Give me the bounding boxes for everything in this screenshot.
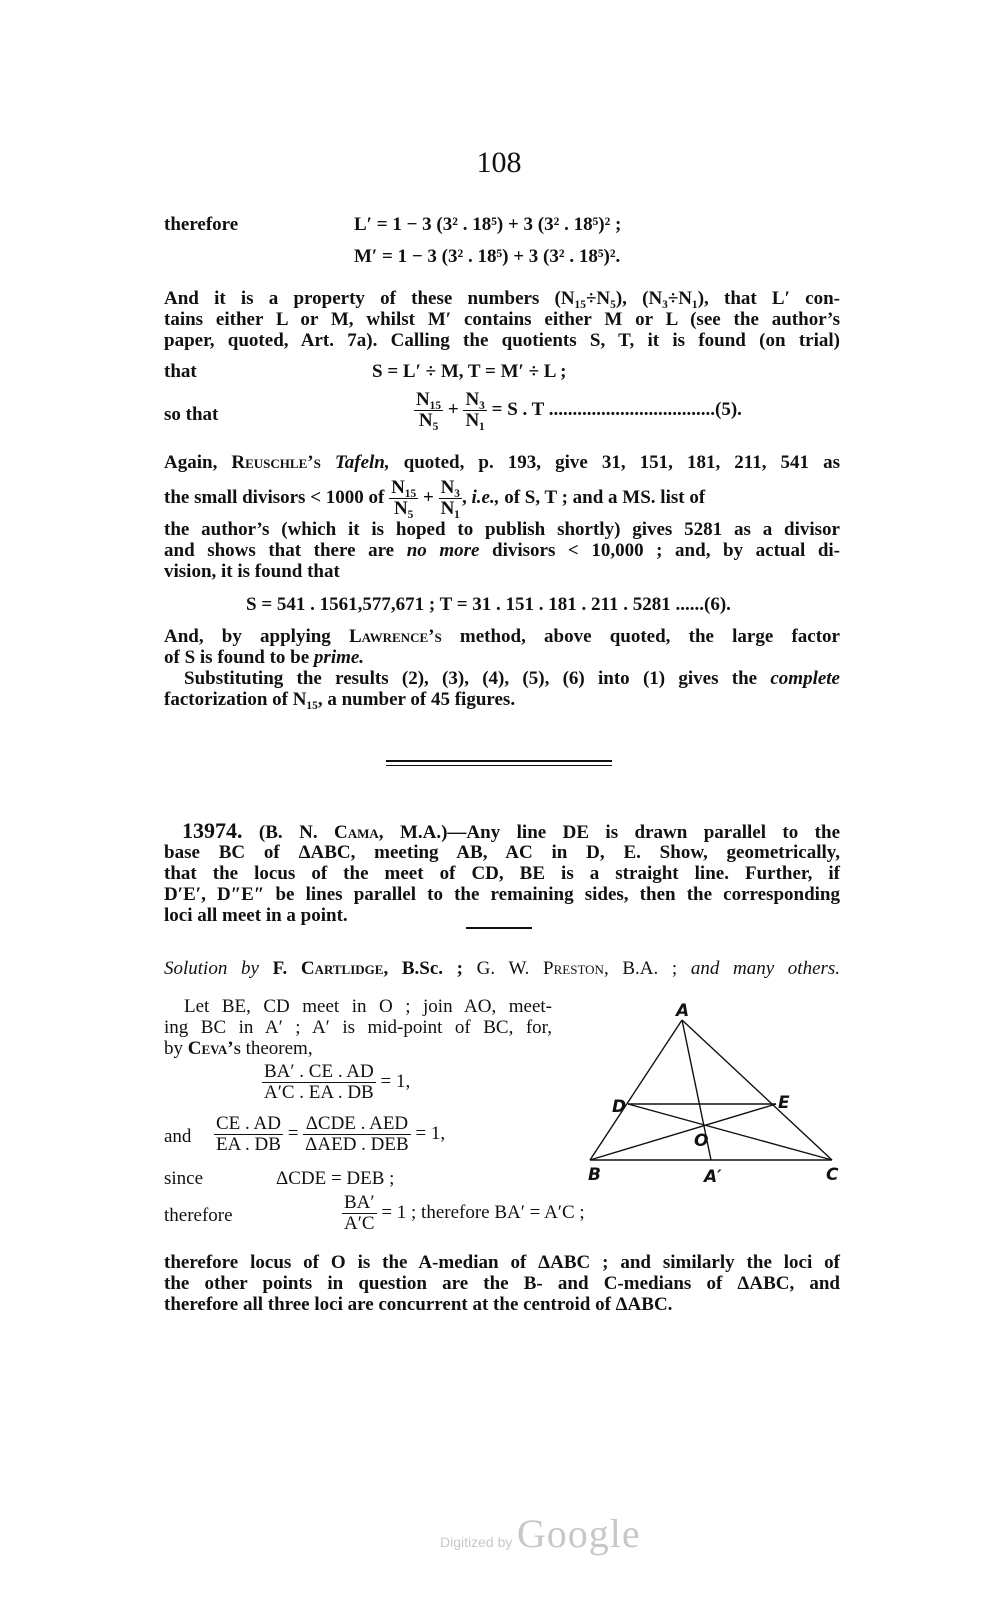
google-watermark: Digitized by Google bbox=[440, 1511, 641, 1556]
conclusion-line2: the other points in question are the B- and C-medians of ΔABC, and bbox=[164, 1273, 840, 1294]
conclusion-line3: therefore all three loci are concurrent at the centroid of ΔABC. bbox=[164, 1294, 673, 1315]
fraction-N15-N5-inline: $\frac{\text{N₁₅}}{\text{N₅}}$ bbox=[391, 477, 417, 519]
fraction-N15-N5: $\frac{\text{N₁₅}}{\text{N₅}}$ bbox=[416, 389, 442, 431]
and-label: and bbox=[164, 1126, 192, 1147]
since-label: since bbox=[164, 1168, 204, 1189]
para3-line1: And, by applying Lawrence’s method, above quoted, the large factor bbox=[164, 626, 840, 647]
para2-line2: the small divisors < 1000 of $\frac{\text{N₁₅}}{\text{N₅}}$ + $\frac{\text{N₃}}{\text{N₁}}$ , i.e., of S, T ; and a MS. list of bbox=[164, 477, 706, 519]
section-separator-bottom bbox=[386, 765, 612, 766]
problem-short-rule bbox=[466, 927, 532, 929]
section-separator-top bbox=[386, 760, 612, 762]
equation-M-prime: M′ = 1 − 3 (3² . 18⁵) + 3 (3² . 18⁵)². bbox=[354, 246, 621, 267]
fraction-N3-N1: $\frac{\text{N₃}}{\text{N₁}}$ bbox=[465, 389, 485, 431]
problem-line2: base BC of ΔABC, meeting AB, AC in D, E. Show, geometrically, bbox=[164, 842, 840, 863]
area-ratio-equation: $\frac{CE . AD}{EA . DB}$ = $\frac{\text{ΔCDE . AED}}{\text{ΔAED . DEB}}$ = 1, bbox=[216, 1113, 446, 1155]
equation-L-prime: L′ = 1 − 3 (3² . 18⁵) + 3 (3² . 18⁵)² ; bbox=[354, 214, 622, 235]
para1-line3: paper, quoted, Art. 7a). Calling the quotients S, T, it is found (on trial) bbox=[164, 330, 840, 351]
equation-6: S = 541 . 1561,577,671 ; T = 31 . 151 . 181 . 211 . 5281 ......(6). bbox=[246, 594, 731, 615]
label-A: A bbox=[676, 1001, 690, 1021]
label-C: C bbox=[826, 1165, 839, 1185]
solution-line2: ing BC in A′ ; A′ is mid-point of BC, for, bbox=[164, 1017, 552, 1038]
therefore-label: therefore bbox=[164, 214, 239, 235]
so-that-label: so that bbox=[164, 404, 219, 425]
para3-line2: of S is found to be prime. bbox=[164, 647, 365, 668]
solution-line1: Let BE, CD meet in O ; join AO, meet- bbox=[184, 996, 552, 1017]
therefore-label-2: therefore bbox=[164, 1205, 233, 1226]
para3-line4: factorization of N₁₅, a number of 45 figures. bbox=[164, 689, 516, 710]
para1-line1: And it is a property of these numbers (N₁₅÷N₅), (N₃÷N₁), that L′ con- bbox=[164, 288, 840, 309]
fraction-N3-N1-inline: $\frac{\text{N₃}}{\text{N₁}}$ bbox=[440, 477, 460, 519]
page-number: 108 bbox=[476, 146, 522, 179]
triangle-figure bbox=[590, 1000, 850, 1200]
conclusion-line1: therefore locus of O is the A-median of ΔABC ; and similarly the loci of bbox=[164, 1252, 840, 1273]
ceva-fraction: $\frac{BA' . CE . AD}{A'C . EA . DB}$ bbox=[264, 1061, 374, 1103]
label-E: E bbox=[778, 1093, 790, 1113]
para1-line2: tains either L or M, whilst M′ contains either M or L (see the author’s bbox=[164, 309, 840, 330]
equation-S-T: S = L′ ÷ M, T = M′ ÷ L ; bbox=[372, 361, 567, 382]
solution-line3: by Ceva’s theorem, bbox=[164, 1038, 313, 1059]
problem-line4: D′E′, D″E″ be lines parallel to the remaining sides, then the corresponding bbox=[164, 884, 840, 905]
fraction-CDE-AED: $\frac{\text{ΔCDE . AED}}{\text{ΔAED . DEB}}$ bbox=[305, 1113, 409, 1155]
fraction-BA-AC: $\frac{BA'}{A'C}$ bbox=[344, 1192, 375, 1234]
para2-line4: and shows that there are no more divisors < 10,000 ; and, by actual di- bbox=[164, 540, 841, 561]
label-A-prime: A′ bbox=[704, 1167, 722, 1187]
problem-line3: that the locus of the meet of CD, BE is a straight line. Further, if bbox=[164, 863, 840, 884]
label-B: B bbox=[588, 1165, 601, 1185]
since-equation: ΔCDE = DEB ; bbox=[276, 1168, 395, 1189]
equation-5: $\frac{\text{N₁₅}}{\text{N₅}}$ + $\frac{\text{N₃}}{\text{N₁}}$ = S . T ...................................(5). bbox=[416, 389, 742, 431]
problem-line5: loci all meet in a point. bbox=[164, 905, 348, 926]
side-AB bbox=[590, 1020, 682, 1160]
problem-line1: 13974. (B. N. Cama, M.A.)—Any line DE is drawn parallel to the bbox=[182, 818, 841, 843]
ceva-equation: $\frac{BA' . CE . AD}{A'C . EA . DB}$ = 1, bbox=[264, 1061, 411, 1103]
problem-number: 13974. bbox=[182, 818, 243, 843]
midpoint-equation: $\frac{BA'}{A'C}$ = 1 ; therefore BA′ = A′C ; bbox=[344, 1192, 585, 1234]
para2-line3: the author’s (which it is hoped to publish shortly) gives 5281 as a divisor bbox=[164, 519, 840, 540]
para2-line1: Again, Reuschle’s Tafeln, quoted, p. 193, give 31, 151, 181, 211, 541 as bbox=[164, 452, 841, 473]
label-O: O bbox=[694, 1131, 709, 1151]
solution-credits: Solution by F. Cartlidge, B.Sc. ; G. W. Preston, B.A. ; and many others. bbox=[164, 958, 841, 979]
para2-line5: vision, it is found that bbox=[164, 561, 340, 582]
label-D: D bbox=[612, 1097, 627, 1117]
fraction-CE-AD: $\frac{CE . AD}{EA . DB}$ bbox=[216, 1113, 281, 1155]
para3-line3: Substituting the results (2), (3), (4), (5), (6) into (1) gives the complete bbox=[184, 668, 840, 689]
that-label: that bbox=[164, 361, 197, 382]
